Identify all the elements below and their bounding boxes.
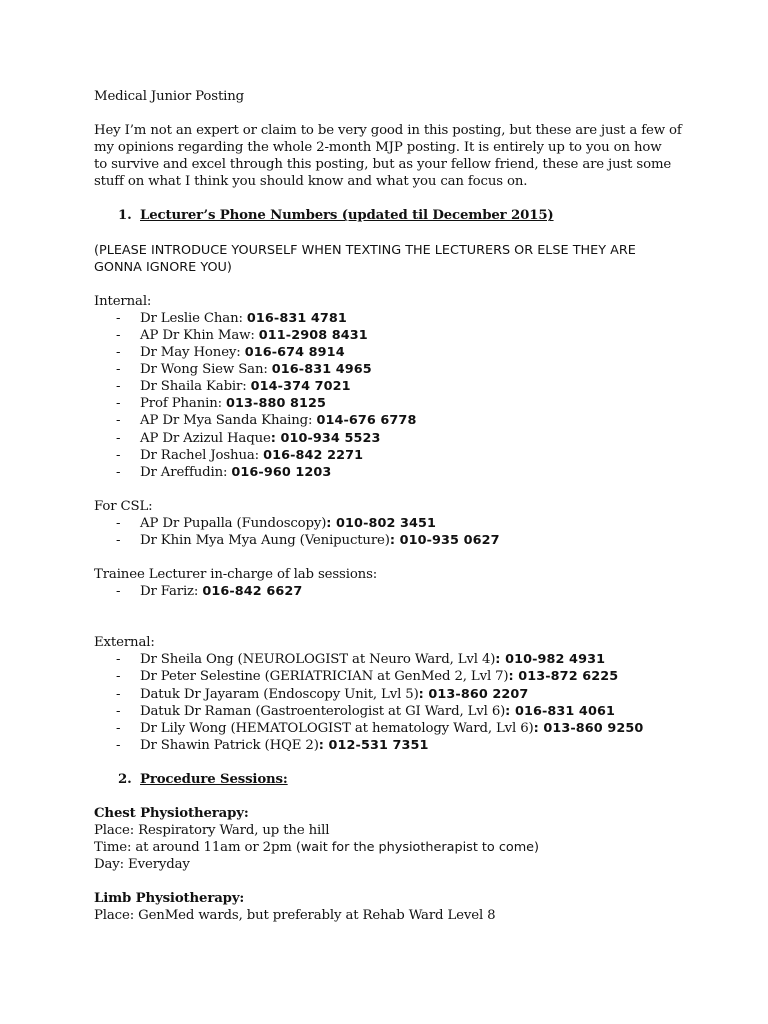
contact-phone: 016-842 2271 bbox=[263, 447, 364, 463]
list-item bbox=[94, 361, 694, 378]
dash-bullet: - bbox=[116, 379, 121, 395]
dash-bullet: - bbox=[116, 532, 121, 548]
contact-phone: 016-960 1203 bbox=[231, 464, 332, 480]
chest-physio-day: Day: Everyday bbox=[94, 857, 190, 873]
section-heading-procedure-sessions bbox=[94, 771, 694, 788]
section-number: 2. bbox=[118, 771, 132, 787]
chest-physio-time bbox=[94, 839, 694, 856]
contact-name: Dr Fariz: bbox=[140, 584, 203, 600]
contact-phone: : 010-935 0627 bbox=[389, 532, 500, 548]
list-item bbox=[94, 583, 694, 600]
contact-phone: 011-2908 8431 bbox=[258, 327, 368, 343]
external-contact-list bbox=[94, 651, 694, 754]
contact-name: Dr Peter Selestine (GERIATRICIAN at GenMed 2, Lvl 7) bbox=[140, 669, 509, 685]
dash-bullet: - bbox=[116, 464, 121, 480]
internal-contact-list bbox=[94, 310, 694, 481]
list-item bbox=[94, 412, 694, 429]
contact-name: Dr May Honey: bbox=[140, 345, 245, 361]
contact-name: Dr Areffudin: bbox=[140, 464, 232, 480]
contact-phone: 014-374 7021 bbox=[250, 379, 351, 395]
contact-phone: 016-674 8914 bbox=[244, 345, 345, 361]
contact-name: Dr Shawin Patrick (HQE 2) bbox=[140, 737, 319, 753]
contact-phone: : 012-531 7351 bbox=[318, 737, 429, 753]
list-item bbox=[94, 703, 694, 720]
intro-line: my opinions regarding the whole 2-month MJP posting. It is entirely up to you on how bbox=[94, 140, 662, 156]
contact-name: Dr Wong Siew San: bbox=[140, 362, 272, 378]
dash-bullet: - bbox=[116, 686, 121, 702]
limb-physio-title: Limb Physiotherapy: bbox=[94, 891, 245, 907]
trainee-label: Trainee Lecturer in-charge of lab sessions: bbox=[94, 567, 378, 583]
dash-bullet: - bbox=[116, 430, 121, 446]
contact-name: Dr Rachel Joshua: bbox=[140, 447, 264, 463]
list-item bbox=[94, 464, 694, 481]
list-item bbox=[94, 327, 694, 344]
list-item bbox=[94, 668, 694, 685]
contact-phone: 014-676 6778 bbox=[316, 413, 417, 429]
list-item bbox=[94, 310, 694, 327]
contact-name: Dr Shaila Kabir: bbox=[140, 379, 251, 395]
list-item bbox=[94, 686, 694, 703]
contact-name: Datuk Dr Jayaram (Endoscopy Unit, Lvl 5) bbox=[140, 686, 419, 702]
list-item bbox=[94, 344, 694, 361]
dash-bullet: - bbox=[116, 345, 121, 361]
contact-phone: 016-831 4965 bbox=[271, 362, 372, 378]
list-item bbox=[94, 737, 694, 754]
list-item bbox=[94, 378, 694, 395]
contact-phone: : 013-860 2207 bbox=[418, 686, 529, 702]
csl-label: For CSL: bbox=[94, 498, 153, 514]
intro-line: Hey I’m not an expert or claim to be very good in this posting, but these are just a few of bbox=[94, 123, 682, 139]
dash-bullet: - bbox=[116, 652, 121, 668]
list-item bbox=[94, 532, 694, 549]
dash-bullet: - bbox=[116, 413, 121, 429]
section-number: 1. bbox=[118, 208, 132, 224]
trainee-contact-list bbox=[94, 583, 694, 600]
contact-name: AP Dr Azizul Haque bbox=[140, 430, 271, 446]
limb-physio-place: Place: GenMed wards, but preferably at Rehab Ward Level 8 bbox=[94, 908, 496, 924]
time-note: (wait for the physiotherapist to come) bbox=[295, 840, 540, 856]
dash-bullet: - bbox=[116, 737, 121, 753]
contact-phone: : 010-982 4931 bbox=[495, 652, 606, 668]
contact-name: Dr Lily Wong (HEMATOLOGIST at hematology Ward, Lvl 6) bbox=[140, 720, 534, 736]
contact-name: Dr Sheila Ong (NEUROLOGIST at Neuro Ward, Lvl 4) bbox=[140, 652, 496, 668]
contact-phone: 016-842 6627 bbox=[202, 584, 303, 600]
chest-physio-title: Chest Physiotherapy: bbox=[94, 806, 249, 821]
csl-contact-list bbox=[94, 515, 694, 549]
section-heading-phone-numbers bbox=[94, 207, 694, 224]
contact-name: Prof Phanin: bbox=[140, 396, 227, 412]
dash-bullet: - bbox=[116, 396, 121, 412]
contact-phone: : 016-831 4061 bbox=[505, 703, 615, 719]
dash-bullet: - bbox=[116, 515, 121, 531]
contact-name: Dr Khin Mya Mya Aung (Venipucture) bbox=[140, 532, 390, 548]
list-item bbox=[94, 395, 694, 412]
notice-line: GONNA IGNORE YOU) bbox=[94, 259, 232, 275]
dash-bullet: - bbox=[116, 703, 121, 719]
external-label: External: bbox=[94, 635, 155, 651]
contact-phone: 013-880 8125 bbox=[226, 396, 327, 412]
list-item bbox=[94, 430, 694, 447]
internal-label: Internal: bbox=[94, 293, 152, 309]
intro-line: to survive and excel through this posting, but as your fellow friend, these are just some bbox=[94, 157, 672, 173]
dash-bullet: - bbox=[116, 720, 121, 736]
list-item bbox=[94, 447, 694, 464]
contact-name: Dr Leslie Chan: bbox=[140, 310, 247, 326]
contact-phone: : 010-802 3451 bbox=[326, 515, 437, 531]
contact-phone: : 013-872 6225 bbox=[508, 669, 619, 685]
dash-bullet: - bbox=[116, 327, 121, 343]
section-title: Procedure Sessions: bbox=[140, 771, 288, 787]
contact-phone: : 013-860 9250 bbox=[533, 720, 644, 736]
list-item bbox=[94, 720, 694, 737]
contact-phone: : 010-934 5523 bbox=[270, 430, 381, 446]
contact-phone: 016-831 4781 bbox=[246, 310, 347, 326]
chest-physio-place: Place: Respiratory Ward, up the hill bbox=[94, 823, 330, 839]
dash-bullet: - bbox=[116, 669, 121, 685]
dash-bullet: - bbox=[116, 362, 121, 378]
contact-name: AP Dr Khin Maw: bbox=[140, 327, 259, 343]
list-item bbox=[94, 515, 694, 532]
intro-line: stuff on what I think you should know and what you can focus on. bbox=[94, 174, 528, 190]
dash-bullet: - bbox=[116, 310, 121, 326]
dash-bullet: - bbox=[116, 584, 121, 600]
contact-name: Datuk Dr Raman (Gastroenterologist at GI Ward, Lvl 6) bbox=[140, 703, 506, 719]
list-item bbox=[94, 651, 694, 668]
contact-name: AP Dr Pupalla (Fundoscopy) bbox=[140, 515, 327, 531]
section-title: Lecturer’s Phone Numbers (updated til December 2015) bbox=[140, 208, 554, 224]
time-prefix: Time: at around 11am or 2pm bbox=[94, 840, 296, 856]
document-page bbox=[94, 88, 694, 925]
document-title: Medical Junior Posting bbox=[94, 89, 245, 104]
notice-paragraph bbox=[94, 242, 694, 276]
dash-bullet: - bbox=[116, 447, 121, 463]
intro-paragraph bbox=[94, 122, 694, 190]
contact-name: AP Dr Mya Sanda Khaing: bbox=[140, 413, 317, 429]
notice-line: (PLEASE INTRODUCE YOURSELF WHEN TEXTING THE LECTURERS OR ELSE THEY ARE bbox=[94, 242, 636, 258]
